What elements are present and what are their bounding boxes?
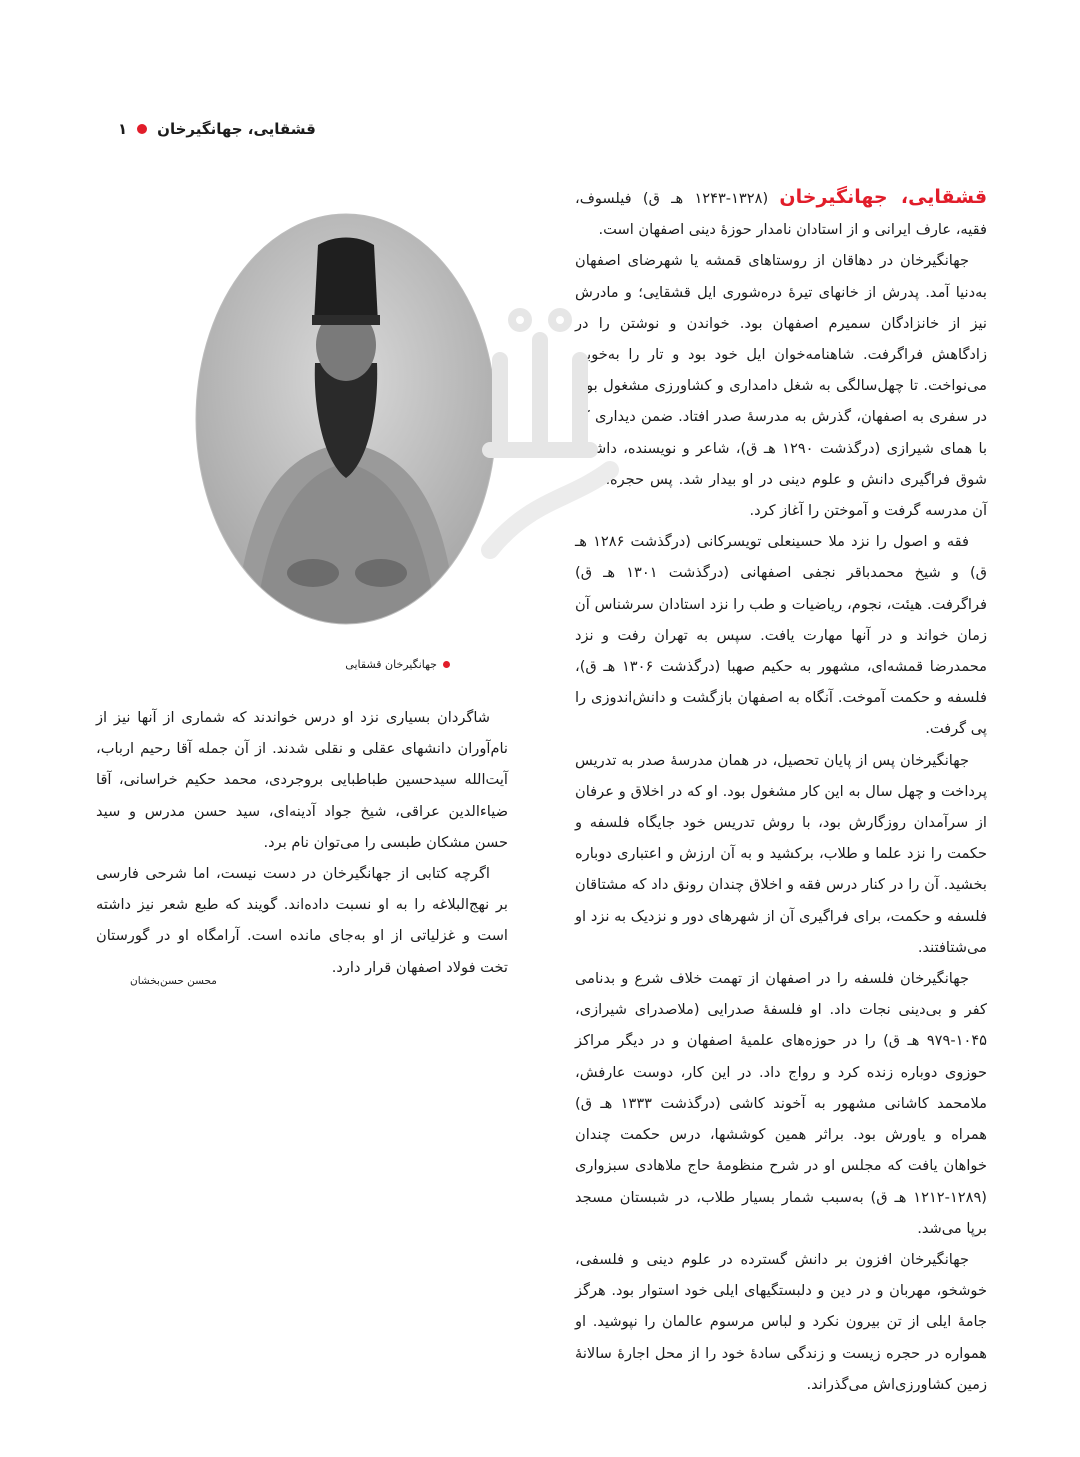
figure-caption (250, 658, 450, 671)
paragraph-teaching: جهانگیرخان پس از پایان تحصیل، در همان مدرسهٔ صدر به تدریس پرداخت و چهل سال به این کار مشغول بود. او که در اخلاق و عرفان از سرآمدان روزگارش بود، با روش تدریس خود جایگاه فلسفه و حکمت را نزد علما و طلاب، برکشید و به آن ارزش و اعتباری دوباره بخشید. آن را در کنار درس فقه و اخلاق چندان رونق داد که مشتاقان فلسفه و حکمت، برای فراگیری آن از شهرهای دور و نزدیک به نزد او می‌شتافتند. (575, 751, 987, 956)
lead-text: (۱۳۲۸-۱۲۴۳ هـ ق) فیلسوف، فقیه، عارف ایرانی و از استادان نامدار حوزهٔ دینی اصفهان است. (575, 190, 987, 239)
paragraph-character: جهانگیرخان افزون بر دانش گسترده در علوم دینی و فلسفی، خوشخو، مهربان و در دین و دلبستگیهای ایلی خود استوار بود. هرگز جامهٔ ایلی از تن بیرون نکرد و لباس مرسوم عالمان را نپوشید. او همواره در حجره زیست و زندگی سادهٔ خود را از محل اجارهٔ سالانهٔ زمین کشاورزی‌اش می‌گذراند. (575, 1250, 987, 1393)
article-column-left (96, 702, 508, 983)
author-name: محسن حسن‌بخشان (130, 975, 217, 987)
bullet-dot (137, 124, 147, 134)
article-column-right (575, 182, 987, 1400)
paragraph-students: شاگردان بسیاری نزد او درس خواندند که شماری از آنها نیز از نام‌آوران دانشهای عقلی و نقلی شدند. از آن جمله آقا رحیم ارباب، آیت‌الله سیدحسین طباطبایی بروجردی، محمد حکیم خراسانی، آقا ضیاءالدین عراقی، شیخ جواد آدینه‌ای، سید حسن مدرس و سید حسن مشکان طبسی را می‌توان نام برد. (96, 709, 508, 851)
caption-text: جهانگیرخان قشقایی (345, 658, 437, 671)
paragraph-birth: جهانگیرخان در دهاقان از روستاهای قمشه یا شهرضای اصفهان به‌دنیا آمد. پدرش از خانهای تیرهٔ دره‌شوری ایل قشقایی؛ و مادرش نیز از خانزادگان سمیرم اصفهان بود. خواندن و نوشتن را در زادگاهش فراگرفت. شاهنامه‌خوان ایل خود بود و تار را به‌خوبی می‌نواخت. تا چهل‌سالگی به شغل دامداری و کشاورزی مشغول بود. در سفری به اصفهان، گذرش به مدرسهٔ صدر افتاد. ضمن دیداری که با همای شیرازی (درگذشت ۱۲۹۰ هـ ق)، شاعر و نویسنده، داشت، شوق فراگیری دانش و علوم دینی در او بیدار شد. پس حجره‌ای در آن مدرسه گرفت و آموختن را آغاز کرد. (575, 252, 988, 520)
bullet-dot (443, 661, 450, 668)
page-number: ۱ (118, 120, 128, 138)
headword: قشقایی، جهانگیرخان (779, 186, 988, 208)
portrait-photo (195, 213, 497, 625)
running-head (118, 120, 316, 138)
lead-paragraph (575, 182, 987, 245)
paragraph-philosophy: جهانگیرخان فلسفه را در اصفهان از تهمت خلاف شرع و بدنامی کفر و بی‌دینی نجات داد. او فلسفهٔ صدرایی (ملاصدرای شیرازی، ۱۰۴۵-۹۷۹ هـ ق) را در حوزه‌های علمیهٔ اصفهان و در دیگر مراکز حوزوی دوباره زنده کرد و رواج داد. در این کار، دوست عارفش، ملامحمد کاشانی مشهور به آخوند کاشی (درگذشت ۱۳۳۳ هـ ق) همراه و یاورش بود. براثر همین کوششها، درس حکمت چندان خواهان یافت که مجلس او در شرح منظومهٔ حاج ملاهادی سبزواری (۱۲۸۹-۱۲۱۲ هـ ق) به‌سبب شمار بسیار طلاب، در شبستان مسجد برپا می‌شد. (575, 970, 987, 1237)
paragraph-education: فقه و اصول را نزد ملا حسینعلی تویسرکانی (درگذشت ۱۲۸۶ هـ ق) و شیخ محمدباقر نجفی اصفهانی (درگذشت ۱۳۰۱ هـ ق) فراگرفت. هیئت، نجوم، ریاضیات و طب را نزد استادان سرشناس آن زمان خواند و در آنها مهارت یافت. سپس به تهران رفت و نزد محمدرضا قمشه‌ای، مشهور به حکیم صهبا (درگذشت ۱۳۰۶ هـ ق)، فلسفه و حکمت آموخت. آنگاه به اصفهان بازگشت و دانش‌اندوزی را پی گرفت. (575, 533, 987, 738)
running-head-title: قشقایی، جهانگیرخان (157, 120, 316, 138)
paragraph-works: اگرچه کتابی از جهانگیرخان در دست نیست، اما شرحی فارسی بر نهج‌البلاغه را به او نسبت داده‌اند. گویند که طبع شعر نیز داشته است و غزلیاتی از او به‌جای مانده است. آرامگاه او در گورستان تخت فولاد اصفهان قرار دارد. (96, 865, 508, 976)
